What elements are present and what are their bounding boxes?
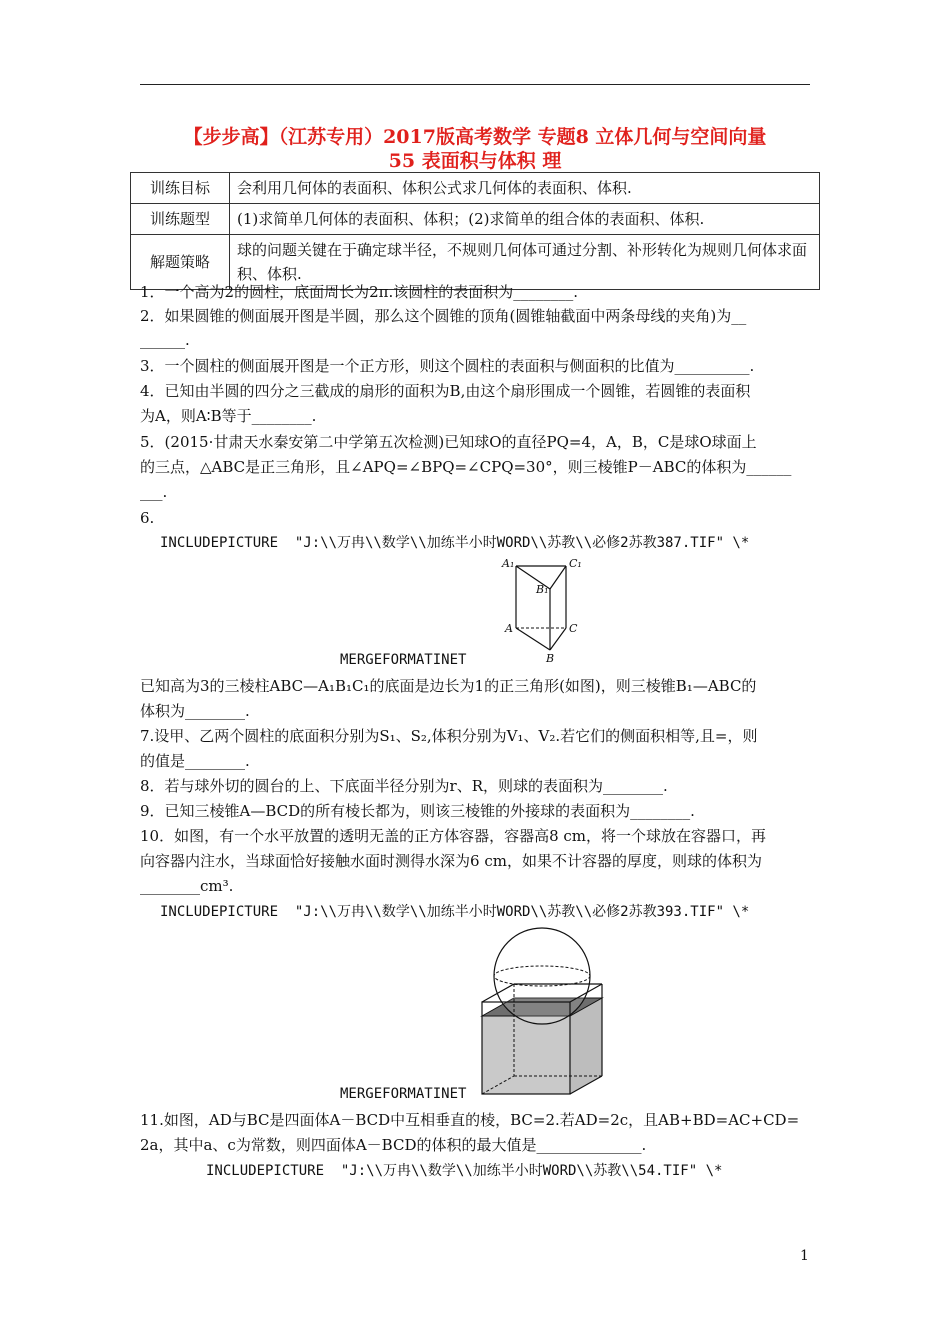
problem-1: 1．一个高为2的圆柱，底面周长为2π.该圆柱的表面积为________.: [140, 283, 579, 301]
problem-10-line1: 10．如图，有一个水平放置的透明无盖的正方体容器，容器高8 cm，将一个球放在容器口，再: [140, 827, 767, 845]
label-b: B: [546, 652, 555, 665]
page-number: 1: [800, 1248, 809, 1264]
problem-4-line1: 4．已知由半圆的四分之三截成的扇形的面积为B,由这个扇形围成一个圆锥，若圆锥的表面积: [140, 382, 751, 400]
merge-format-field: MERGEFORMATINET: [340, 1086, 467, 1102]
include-picture-field: INCLUDEPICTURE "J:\\万冉\\数学\\加练半小时WORD\\苏教\\必修2苏教387.TIF" \*: [160, 535, 750, 551]
label-c: C: [569, 622, 578, 635]
problem-11-line1: 11.如图，AD与BC是四面体A－BCD中互相垂直的棱，BC=2.若AD=2c，且AB+BD=AC+CD=: [140, 1111, 800, 1129]
table-row: [131, 173, 820, 204]
table-value: 会利用几何体的表面积、体积公式求几何体的表面积、体积.: [230, 173, 820, 204]
label-c1: C₁: [569, 557, 582, 570]
table-value: 球的问题关键在于确定球半径，不规则几何体可通过分割、补形转化为规则几何体求面积、体积.: [230, 235, 820, 290]
document-title-line1: 【步步高】（江苏专用）2017版高考数学 专题8 立体几何与空间向量: [183, 126, 767, 148]
problem-9: 9．已知三棱锥A—BCD的所有棱长都为，则该三棱锥的外接球的表面积为________.: [140, 802, 695, 820]
problem-5-line1: 5．(2015·甘肃天水秦安第二中学第五次检测)已知球O的直径PQ=4，A，B，C是球O球面上: [140, 433, 757, 451]
training-info-table: [130, 172, 820, 290]
problem-4-line2: 为A，则A∶B等于________.: [140, 407, 317, 425]
include-picture-field: INCLUDEPICTURE "J:\\万冉\\数学\\加练半小时WORD\\苏教\\必修2苏教393.TIF" \*: [160, 904, 750, 920]
problem-6-line1: 已知高为3的三棱柱ABC—A₁B₁C₁的底面是边长为1的正三角形(如图)，则三棱锥B₁—ABC的: [140, 677, 757, 695]
label-a: A: [505, 622, 513, 635]
problem-11-line2: 2a，其中a、c为常数，则四面体A－BCD的体积的最大值是______________.: [140, 1136, 647, 1154]
problem-6-number: 6.: [140, 509, 155, 527]
cube-container-with-sphere-figure: [478, 924, 608, 1104]
problem-5-line2: 的三点，△ABC是正三角形，且∠APQ=∠BPQ=∠CPQ=30°，则三棱锥P－ABC的体积为______: [140, 458, 792, 476]
table-value: (1)求简单几何体的表面积、体积；(2)求简单的组合体的表面积、体积.: [230, 204, 820, 235]
problem-7-line2: 的值是________.: [140, 752, 250, 770]
document-title-line2: 55 表面积与体积 理: [388, 150, 562, 172]
problem-10-line3: ________cm³.: [140, 877, 234, 895]
table-key: 解题策略: [131, 235, 230, 290]
table-key: 训练题型: [131, 204, 230, 235]
problem-2-line2: ______.: [140, 331, 190, 349]
label-b1: B₁: [536, 583, 549, 596]
table-row: [131, 204, 820, 235]
header-rule: [140, 84, 810, 85]
problem-3: 3．一个圆柱的侧面展开图是一个正方形，则这个圆柱的表面积与侧面积的比值为__________.: [140, 357, 755, 375]
label-a1: A₁: [502, 557, 515, 570]
problem-6-line2: 体积为________.: [140, 702, 250, 720]
problem-2-line1: 2．如果圆锥的侧面展开图是半圆，那么这个圆锥的顶角(圆锥轴截面中两条母线的夹角)为__: [140, 307, 747, 325]
problem-5-line3: ___.: [140, 483, 168, 501]
triangular-prism-figure: [500, 556, 590, 666]
problem-10-line2: 向容器内注水，当球面恰好接触水面时测得水深为6 cm，如果不计容器的厚度，则球的体积为: [140, 852, 762, 870]
merge-format-field: MERGEFORMATINET: [340, 652, 467, 668]
table-key: 训练目标: [131, 173, 230, 204]
problem-8: 8．若与球外切的圆台的上、下底面半径分别为r、R，则球的表面积为________.: [140, 777, 668, 795]
include-picture-field: INCLUDEPICTURE "J:\\万冉\\数学\\加练半小时WORD\\苏教\\54.TIF" \*: [206, 1163, 723, 1179]
problem-7-line1: 7.设甲、乙两个圆柱的底面积分别为S₁、S₂,体积分别为V₁、V₂.若它们的侧面积相等,且=，则: [140, 727, 758, 745]
